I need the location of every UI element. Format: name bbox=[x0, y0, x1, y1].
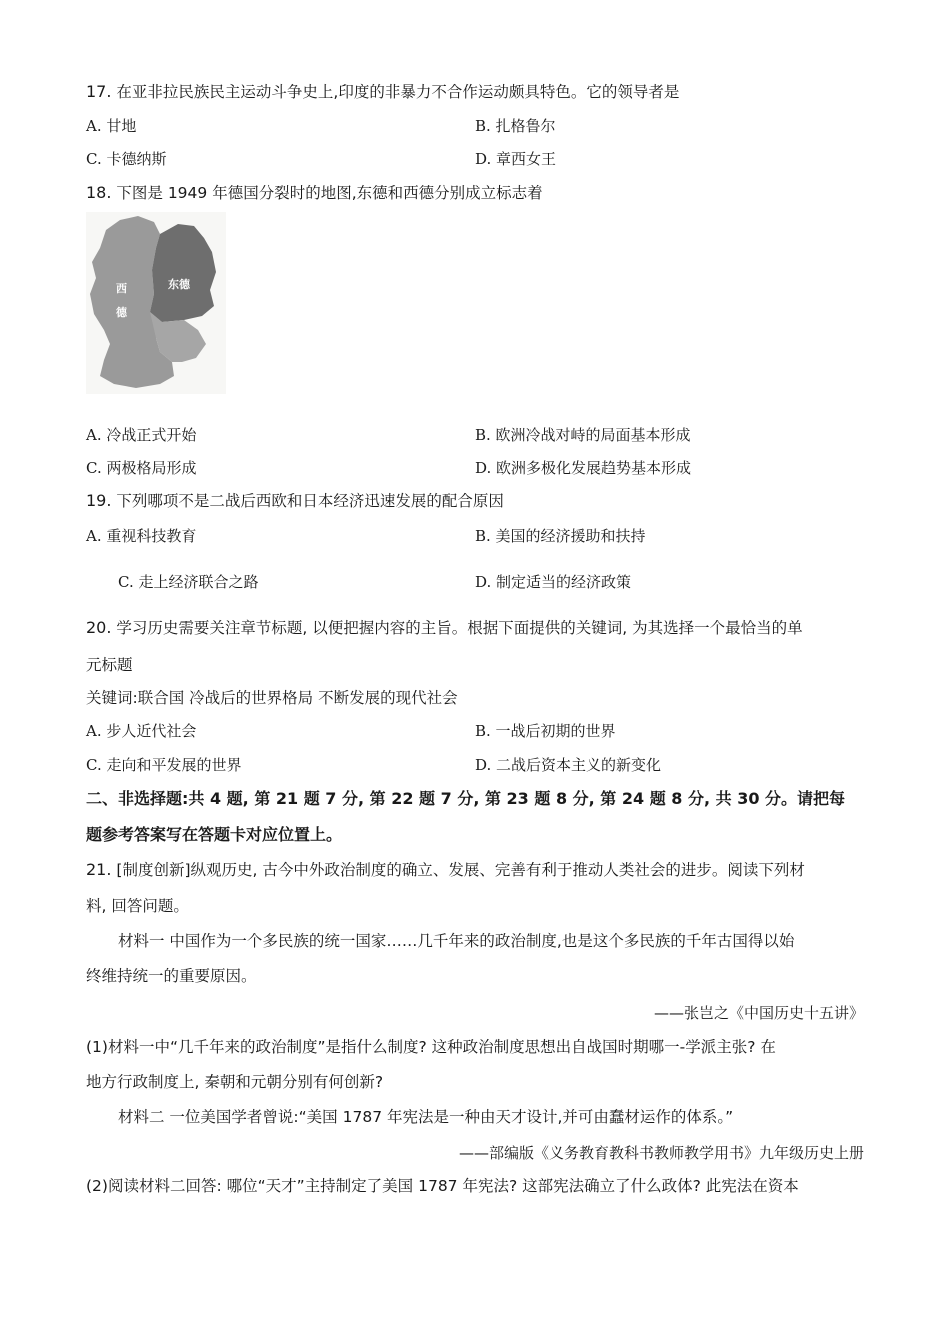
q19-text: 下列哪项不是二战后西欧和日本经济迅速发展的配合原因 bbox=[116, 492, 504, 510]
q18-option-a: A. 冷战正式开始 bbox=[86, 426, 197, 444]
q19-option-a: A. 重视科技教育 bbox=[86, 527, 197, 545]
q19-number: 19. bbox=[86, 491, 112, 510]
q18-text: 下图是 1949 年德国分裂时的地图,东德和西德分别成立标志着 bbox=[116, 184, 543, 202]
q17-option-d: D. 章西女王 bbox=[475, 150, 557, 168]
section-2-heading-line-1: 二、非选择题:共 4 题, 第 21 题 7 分, 第 22 题 7 分, 第 23 题 8 分, 第 24 题 8 分, 共 30 分。请把每 bbox=[86, 789, 846, 808]
q20-stem-line-2: 元标题 bbox=[86, 656, 133, 674]
q17-number: 17. bbox=[86, 82, 112, 101]
q19-option-b: B. 美国的经济援助和扶持 bbox=[475, 527, 646, 545]
map-label-east: 东德 bbox=[168, 278, 190, 291]
material-1-line-2: 终维持统一的重要原因。 bbox=[86, 967, 257, 985]
section-2-heading-line-2: 题参考答案写在答题卡对应位置上。 bbox=[86, 825, 343, 844]
q21-text: [制度创新]纵观历史, 古今中外政治制度的确立、发展、完善有利于推动人类社会的进步。阅读下列材 bbox=[116, 861, 805, 879]
q21-stem-line-2: 料, 回答问题。 bbox=[86, 897, 189, 915]
material-1-source: ——张岂之《中国历史十五讲》 bbox=[653, 1004, 864, 1022]
map-label-west-2: 德 bbox=[116, 306, 127, 319]
q17-option-a: A. 甘地 bbox=[86, 117, 137, 135]
q17-option-c: C. 卡德纳斯 bbox=[86, 150, 167, 168]
material-2-source: ——部编版《义务教育教科书教师教学用书》九年级历史上册 bbox=[458, 1144, 864, 1162]
q17-stem bbox=[86, 82, 679, 102]
q20-option-d: D. 二战后资本主义的新变化 bbox=[475, 756, 662, 774]
material-2-line: 材料二 一位美国学者曾说:“美国 1787 年宪法是一种由天才设计,并可由蠢材运作的体系。” bbox=[118, 1108, 734, 1126]
q20-text: 学习历史需要关注章节标题, 以便把握内容的主旨。根据下面提供的关键词, 为其选择一个最恰当的单 bbox=[116, 619, 803, 637]
q18-option-d: D. 欧洲多极化发展趋势基本形成 bbox=[475, 459, 692, 477]
q20-option-b: B. 一战后初期的世界 bbox=[475, 722, 616, 740]
q17-text: 在亚非拉民族民主运动斗争史上,印度的非暴力不合作运动颇具特色。它的领导者是 bbox=[116, 83, 680, 101]
q19-stem bbox=[86, 491, 504, 511]
q20-keywords: 关键词:联合国 冷战后的世界格局 不断发展的现代社会 bbox=[86, 689, 458, 707]
q19-option-d: D. 制定适当的经济政策 bbox=[475, 573, 632, 591]
q19-option-c: C. 走上经济联合之路 bbox=[118, 573, 259, 591]
q18-option-c: C. 两极格局形成 bbox=[86, 459, 197, 477]
q18-stem bbox=[86, 183, 543, 203]
q18-number: 18. bbox=[86, 183, 112, 202]
q20-number: 20. bbox=[86, 618, 112, 637]
q21-number: 21. bbox=[86, 860, 112, 879]
q21-sub-1-line-1: (1)材料一中“几千年来的政治制度”是指什么制度? 这种政治制度思想出自战国时期哪一-学派主张? 在 bbox=[86, 1038, 776, 1056]
q20-option-a: A. 步人近代社会 bbox=[86, 722, 197, 740]
germany-map-figure bbox=[86, 212, 226, 394]
q17-option-b: B. 扎格鲁尔 bbox=[475, 117, 556, 135]
q18-option-b: B. 欧洲冷战对峙的局面基本形成 bbox=[475, 426, 691, 444]
q20-option-c: C. 走向和平发展的世界 bbox=[86, 756, 242, 774]
q21-stem-line-1 bbox=[86, 860, 805, 880]
q20-stem-line-1 bbox=[86, 618, 803, 638]
germany-map bbox=[86, 212, 226, 394]
map-label-west-1: 西 bbox=[116, 282, 127, 295]
q21-sub-2-line: (2)阅读材料二回答: 哪位“天才”主持制定了美国 1787 年宪法? 这部宪法确立了什么政体? 此宪法在资本 bbox=[86, 1177, 799, 1195]
q21-sub-1-line-2: 地方行政制度上, 秦朝和元朝分别有何创新? bbox=[86, 1073, 384, 1091]
material-1-line-1: 材料一 中国作为一个多民族的统一国家……几千年来的政治制度,也是这个多民族的千年古国得以始 bbox=[118, 932, 795, 950]
